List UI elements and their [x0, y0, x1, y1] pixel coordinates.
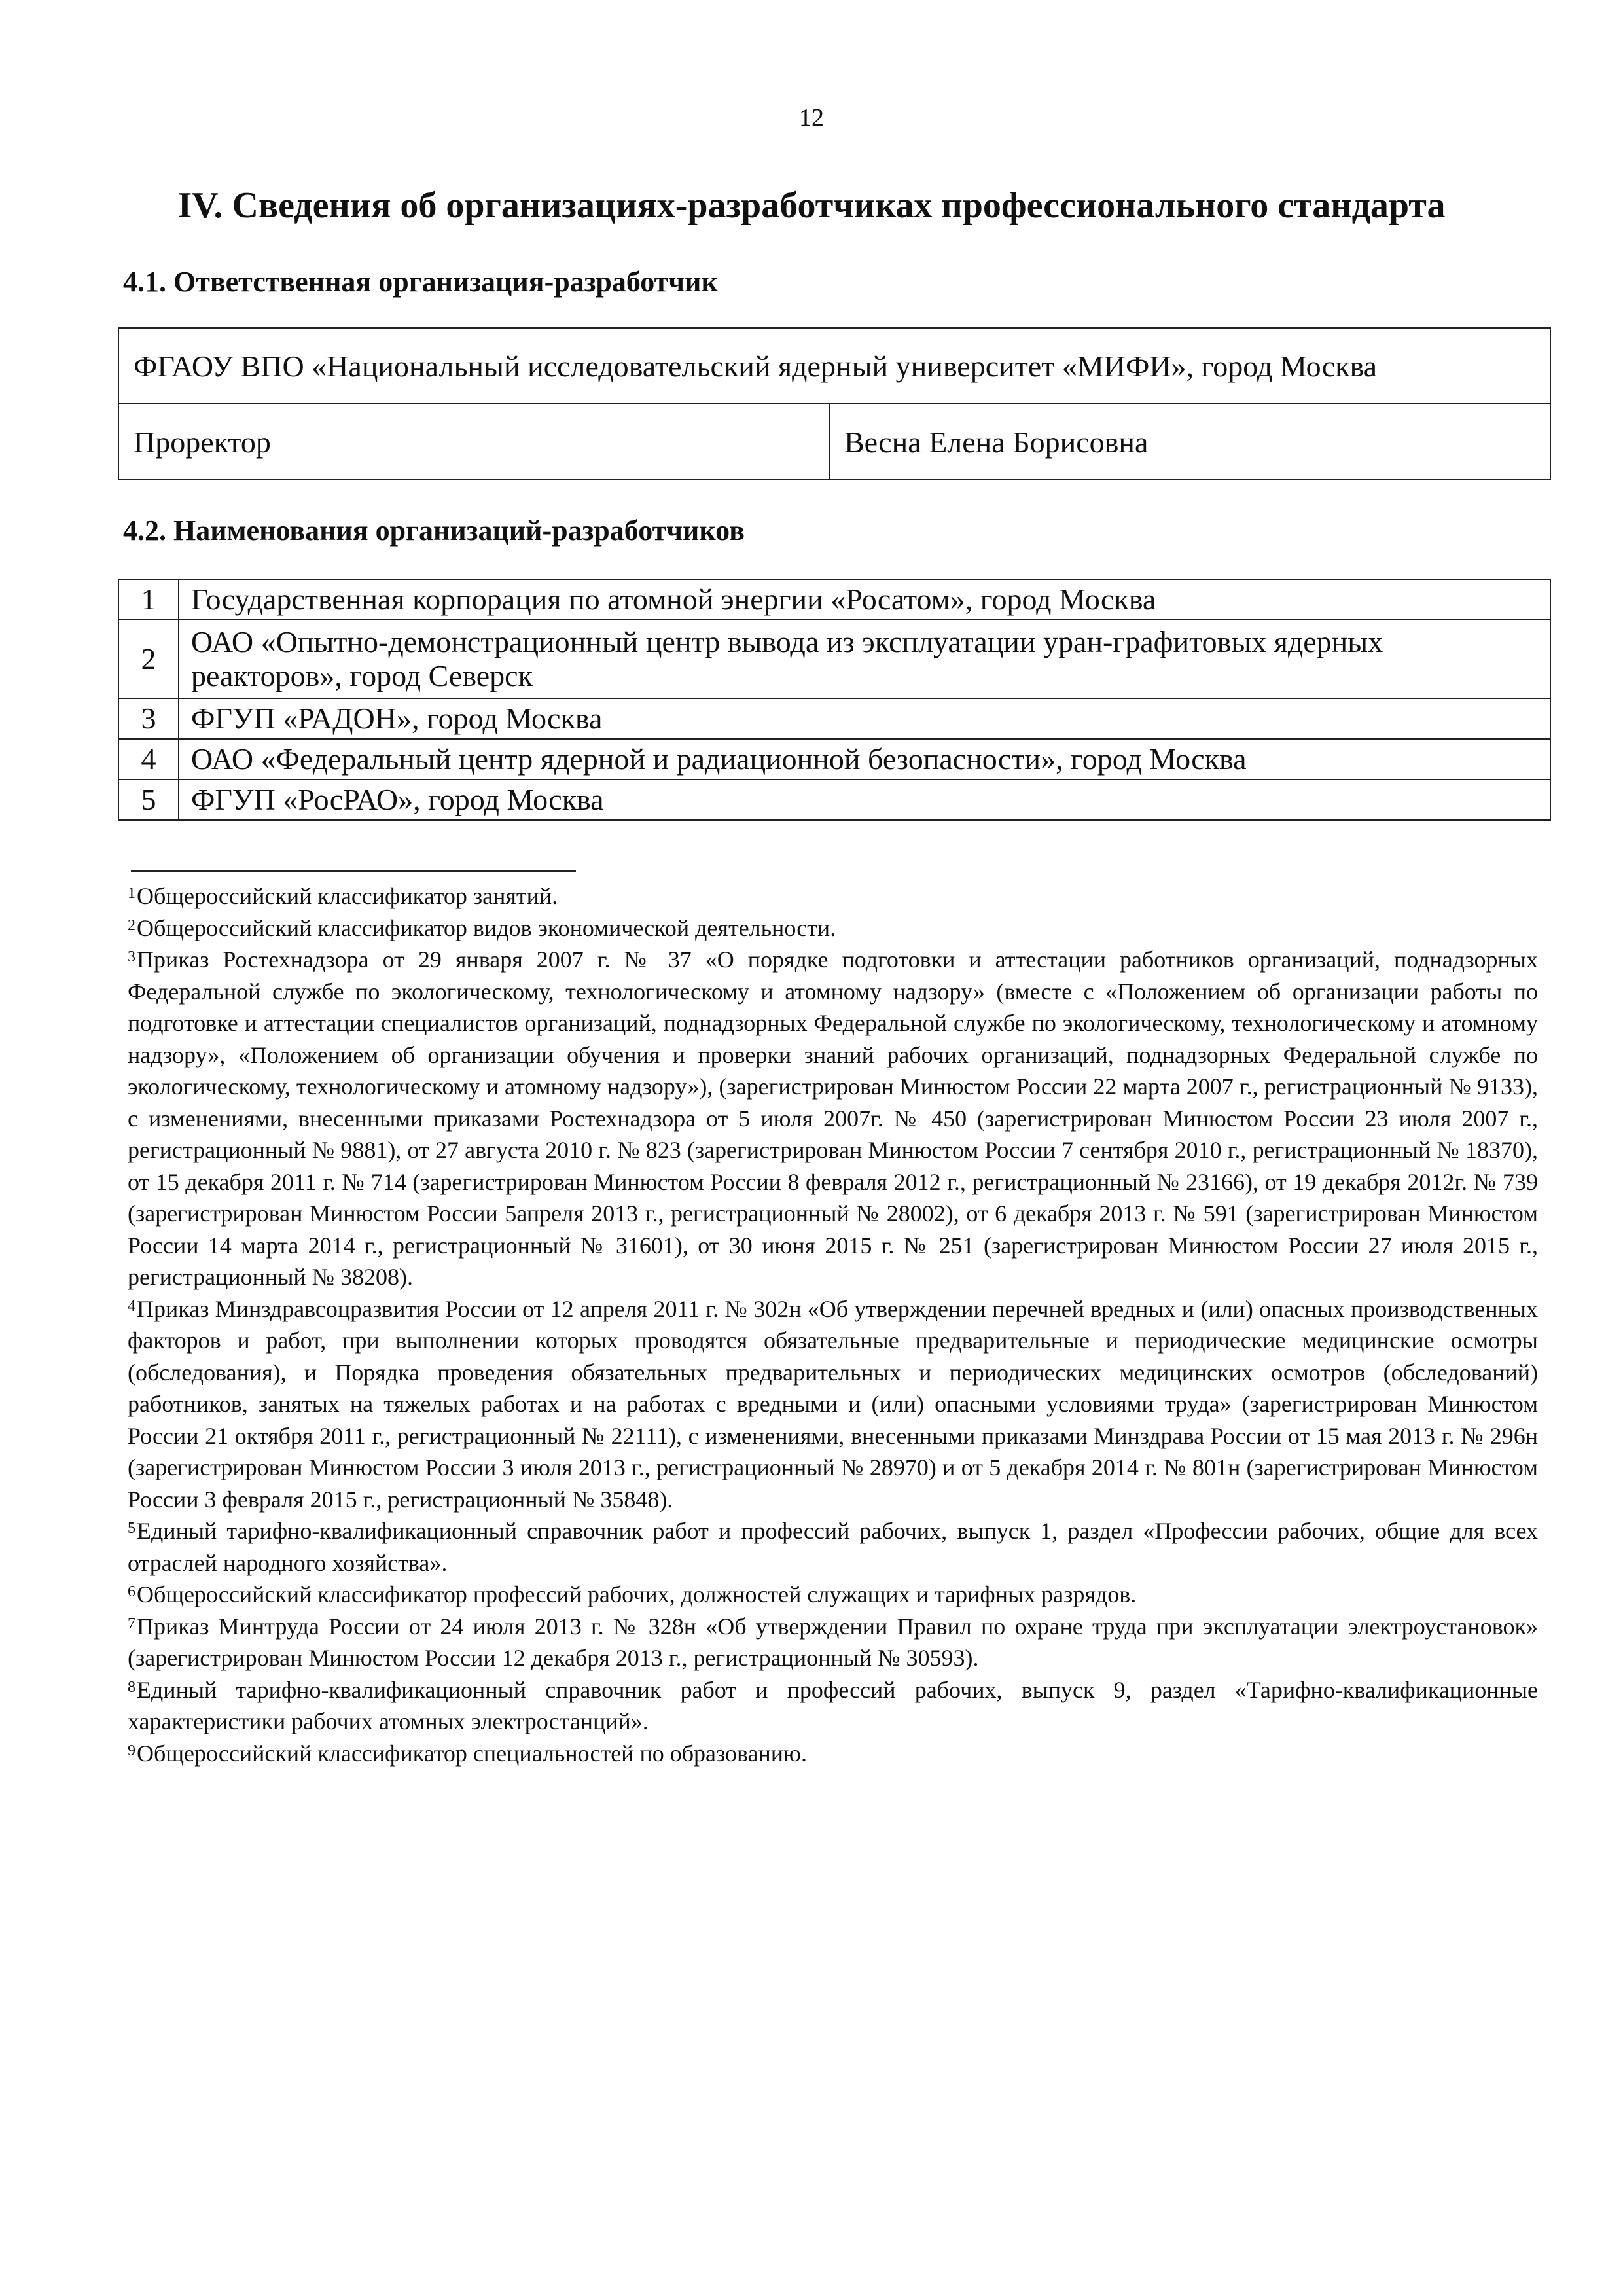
table-row	[118, 739, 1550, 780]
organization-name: ОАО «Федеральный центр ядерной и радиационной безопасности», город Москва	[179, 739, 1550, 780]
footnote-separator	[131, 870, 576, 872]
footnote-number: 9	[128, 1742, 135, 1759]
footnote	[128, 944, 1538, 1293]
row-number: 4	[118, 739, 179, 780]
footnote-text: Общероссийский классификатор профессий рабочих, должностей служащих и тарифных разрядов.	[137, 1581, 1137, 1607]
signatory-position: Проректор	[118, 404, 829, 480]
footnote	[128, 1579, 1538, 1611]
footnote-text: Приказ Минтруда России от 24 июля 2013 г. № 328н «Об утверждении Правил по охране труда при эксплуатации электроустановок» (зарегистрирован Минюстом России 12 декабря 2013 г., регистрационный № 30593).	[128, 1613, 1538, 1671]
organization-name: ОАО «Опытно-демонстрационный центр вывода из эксплуатации уран-графитовых ядерных реакторов», город Северск	[179, 620, 1550, 698]
organization-name: ФГУП «РосРАО», город Москва	[179, 780, 1550, 820]
table-row	[118, 698, 1550, 739]
footnote	[128, 912, 1538, 944]
table-row	[118, 780, 1550, 820]
footnote-text: Общероссийский классификатор видов экономической деятельности.	[137, 914, 836, 941]
footnote-text: Единый тарифно-квалификационный справочник работ и профессий рабочих, выпуск 1, раздел «Профессии рабочих, общие для всех отраслей народного хозяйства».	[128, 1518, 1538, 1576]
footnote	[128, 1293, 1538, 1516]
footnote-number: 8	[128, 1678, 135, 1696]
footnote-text: Приказ Минздравсоцразвития России от 12 апреля 2011 г. № 302н «Об утверждении перечней вредных и (или) опасных производственных факторов и работ, при выполнении которых проводятся обязательные предварительные и периодические медицинские осмотры (обследования), и Порядка проведения обязательных предварительных и периодических медицинских осмотров (обследований) работников, занятых на тяжелых работах и на работах с вредными и (или) опасными условиями труда» (зарегистрирован Минюстом России 21 октября 2011 г., регистрационный № 22111), с изменениями, внесенными приказами Минздрава России от 15 мая 2013 г. № 296н (зарегистрирован Минюстом России 3 июля 2013 г., регистрационный № 28970) и от 5 декабря 2014 г. № 801н (зарегистрирован Минюстом России 3 февраля 2015 г., регистрационный № 35848).	[128, 1295, 1538, 1513]
organization-name: Государственная корпорация по атомной энергии «Росатом», город Москва	[179, 579, 1550, 620]
footnote-text: Приказ Ростехнадзора от 29 января 2007 г. № 37 «О порядке подготовки и аттестации работников организаций, поднадзорных Федеральной службе по экологическому, технологическому и атомному надзору» (вместе с «Положением об организации работы по подготовке и аттестации специалистов организаций, поднадзорных Федеральной службе по экологическому, технологическому и атомному надзору», «Положением об организации обучения и проверки знаний рабочих организаций, поднадзорных Федеральной службе по экологическому, технологическому и атомному надзору»), (зарегистрирован Минюстом России 22 марта 2007 г., регистрационный № 9133), с изменениями, внесенными приказами Ростехнадзора от 5 июля 2007г. № 450 (зарегистрирован Минюстом России 23 июля 2007 г., регистрационный № 9881), от 27 августа 2010 г. № 823 (зарегистрирован Минюстом России 7 сентября 2010 г., регистрационный № 18370), от 15 декабря 2011 г. № 714 (зарегистрирован Минюстом России 8 февраля 2012 г., регистрационный № 23166), от 19 декабря 2012г. № 739 (зарегистрирован Минюстом России 5апреля 2013 г., регистрационный № 28002), от 6 декабря 2013 г. № 591 (зарегистрирован Минюстом России 14 марта 2014 г., регистрационный № 31601), от 30 июня 2015 г. № 251 (зарегистрирован Минюстом России 27 июля 2015 г., регистрационный № 38208).	[128, 946, 1538, 1290]
developer-organizations-table	[118, 579, 1551, 821]
footnotes	[128, 880, 1538, 1769]
footnote-number: 5	[128, 1520, 135, 1537]
footnote-number: 6	[128, 1583, 135, 1600]
row-number: 1	[118, 579, 179, 620]
table-row	[118, 579, 1550, 620]
footnote	[128, 1738, 1538, 1770]
organization-row	[118, 328, 1550, 404]
row-number: 3	[118, 698, 179, 739]
footnote	[128, 1674, 1538, 1738]
signatory-name: Весна Елена Борисовна	[829, 404, 1550, 480]
organization-name: ФГАОУ ВПО «Национальный исследовательский ядерный университет «МИФИ», город Москва	[118, 328, 1550, 404]
footnote	[128, 880, 1538, 912]
section-heading-4-2: 4.2. Наименования организаций-разработчиков	[123, 514, 745, 547]
table-row	[118, 620, 1550, 698]
page-title: IV. Сведения об организациях-разработчиках профессионального стандарта	[177, 185, 1446, 226]
footnote-number: 2	[128, 916, 135, 934]
footnote	[128, 1515, 1538, 1579]
footnote-text: Единый тарифно-квалификационный справочник работ и профессий рабочих, выпуск 9, раздел «Тарифно-квалификационные характеристики рабочих атомных электростанций».	[128, 1676, 1538, 1734]
responsible-organization-table	[118, 327, 1551, 480]
section-heading-4-1: 4.1. Ответственная организация-разработчик	[123, 266, 718, 298]
footnote-number: 1	[128, 885, 135, 902]
footnote-number: 4	[128, 1297, 135, 1315]
footnote-text: Общероссийский классификатор специальностей по образованию.	[137, 1740, 807, 1767]
page-number: 12	[799, 104, 824, 132]
row-number: 2	[118, 620, 179, 698]
footnote-number: 7	[128, 1615, 135, 1632]
footnote-number: 3	[128, 948, 135, 965]
footnote-text: Общероссийский классификатор занятий.	[137, 883, 558, 909]
signatory-row	[118, 404, 1550, 480]
footnote	[128, 1611, 1538, 1674]
organization-name: ФГУП «РАДОН», город Москва	[179, 698, 1550, 739]
row-number: 5	[118, 780, 179, 820]
